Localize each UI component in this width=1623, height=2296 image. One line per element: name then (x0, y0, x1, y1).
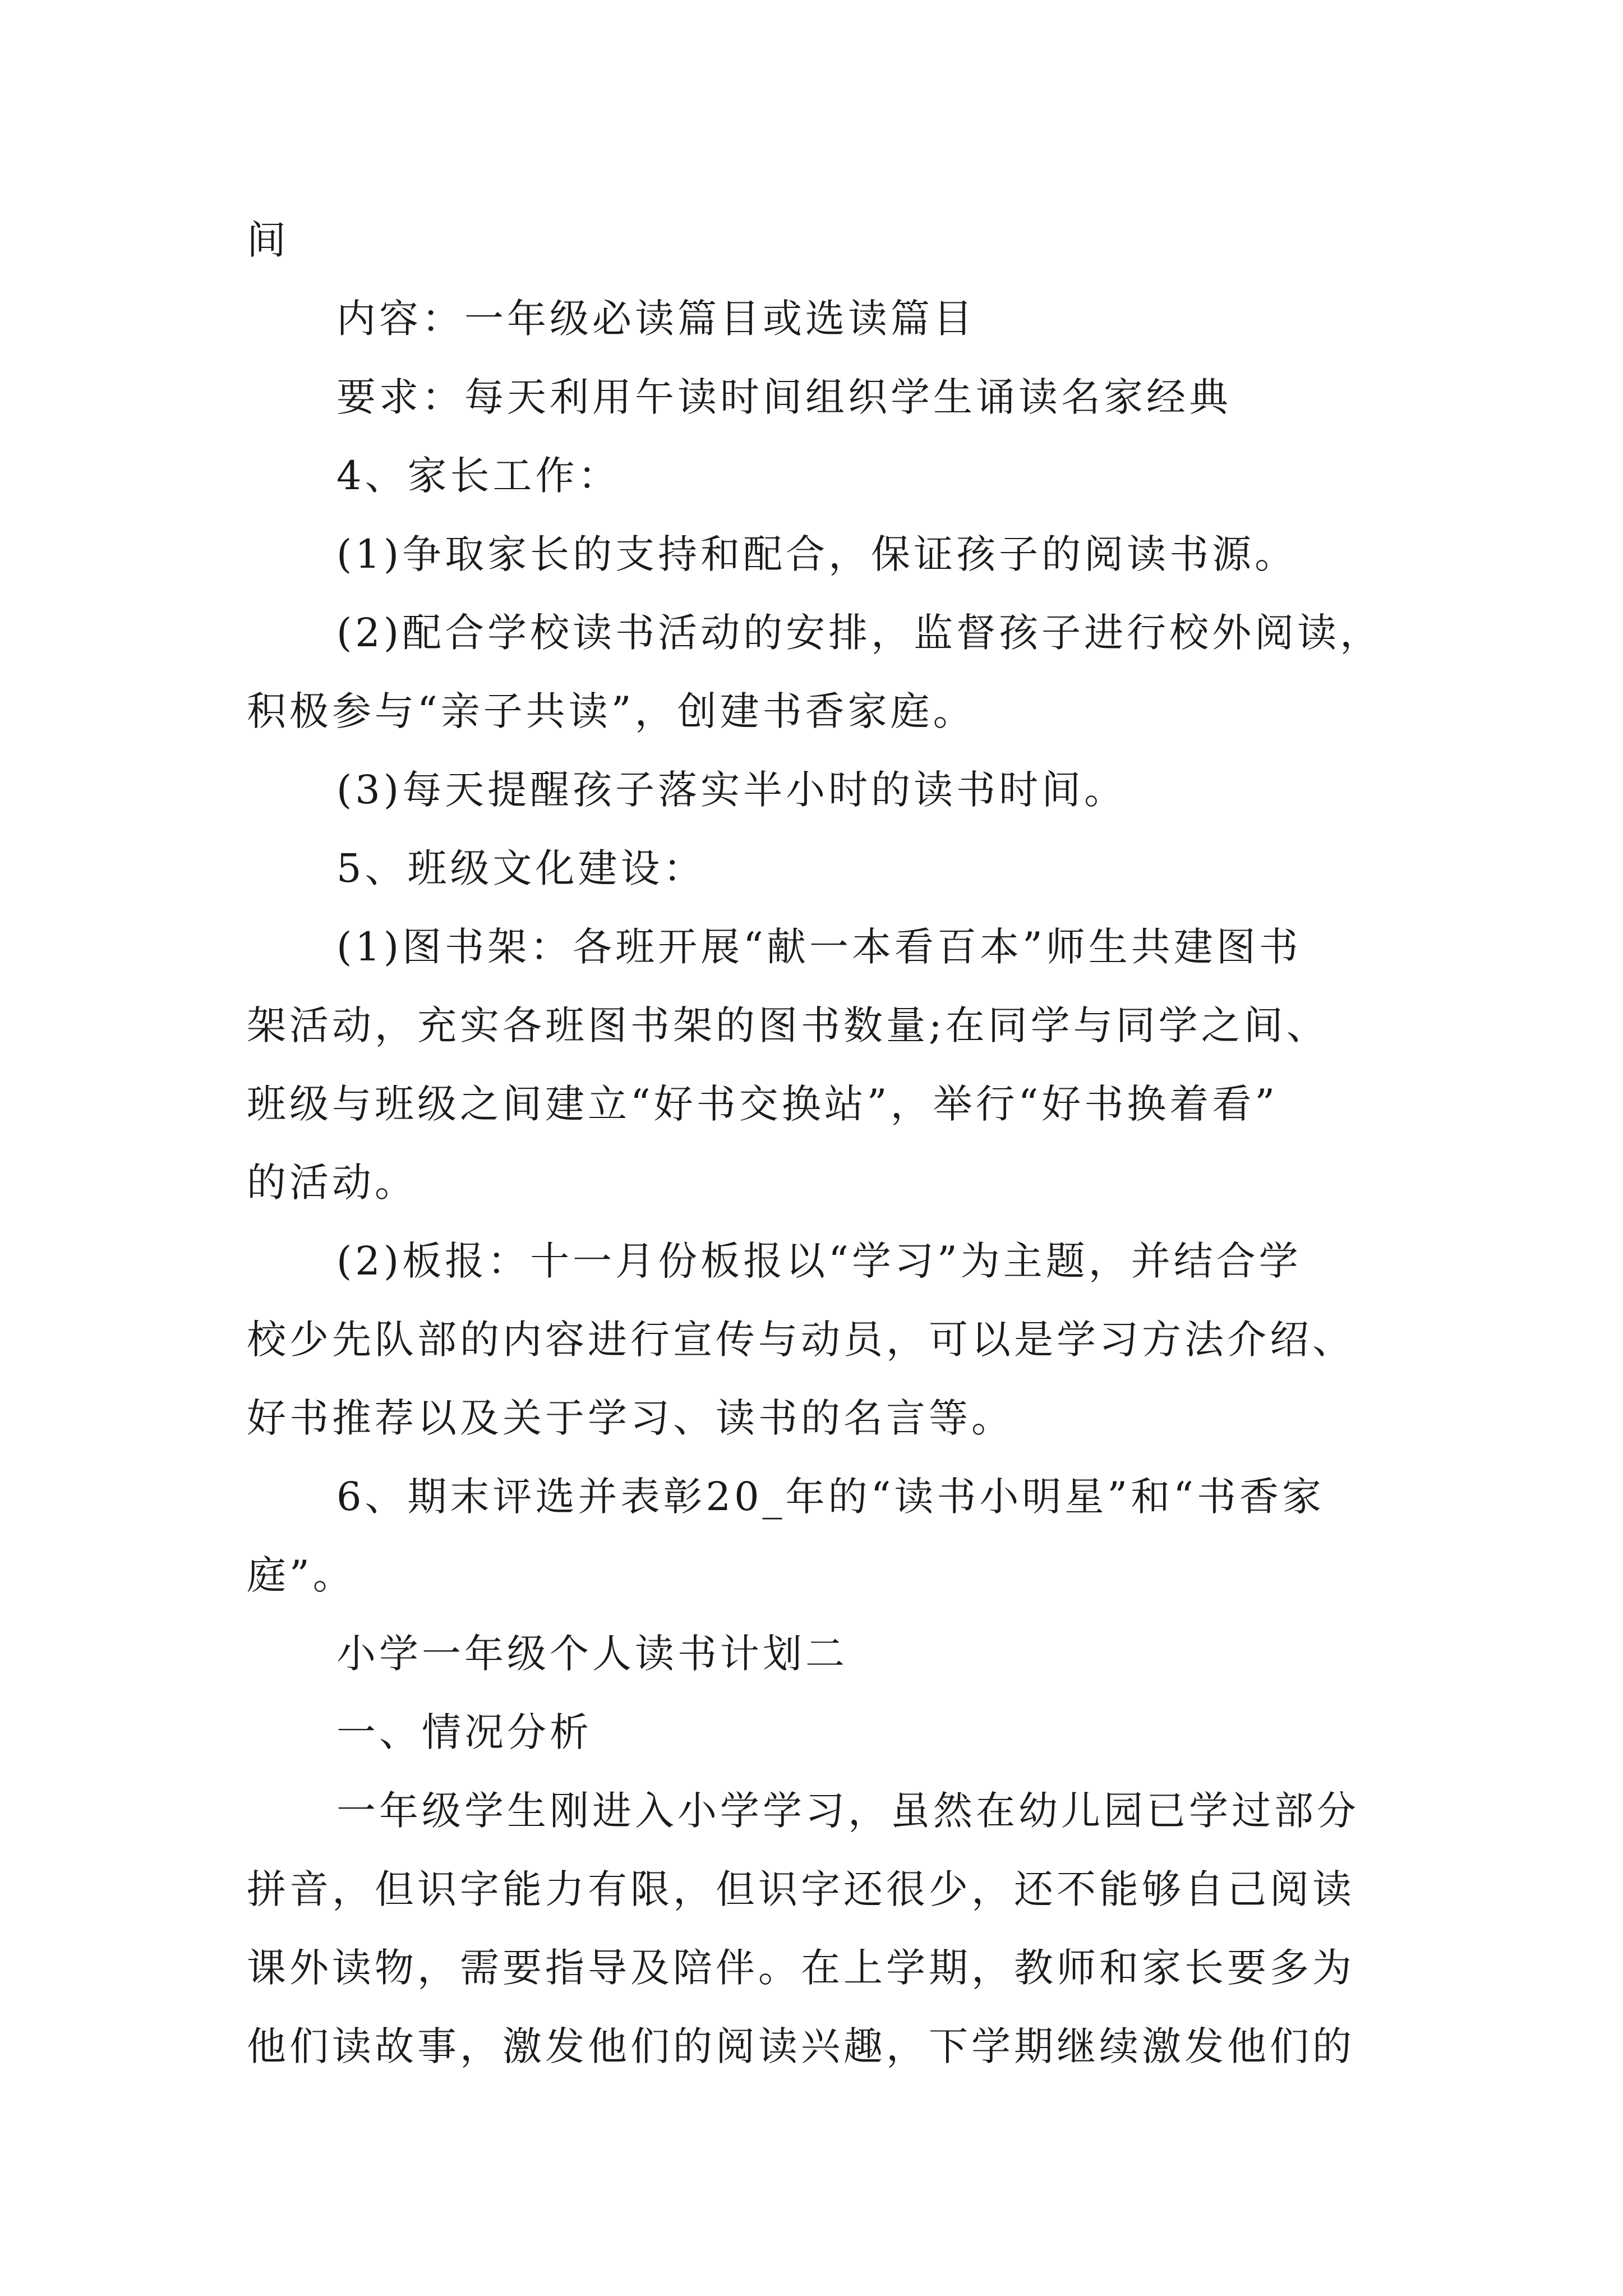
text-line: 内容：一年级必读篇目或选读篇目 (336, 296, 976, 342)
section-title: 小学一年级个人读书计划二 (336, 1631, 848, 1677)
text-line: (3)每天提醒孩子落实半小时的读书时间。 (336, 767, 1127, 813)
text-line: (2)板报：十一月份板报以“学习”为主题，并结合学 (336, 1238, 1302, 1284)
text-line: 4、家长工作： (336, 453, 621, 499)
text-line: 间 (247, 217, 289, 263)
text-line: 5、班级文化建设： (336, 845, 706, 891)
text-line: 积极参与“亲子共读”，创建书香家庭。 (247, 688, 976, 734)
text-line: (2)配合学校读书活动的安排，监督孩子进行校外阅读， (336, 610, 1383, 656)
text-line: 好书推荐以及关于学习、读书的名言等。 (247, 1395, 1014, 1441)
text-line: 他们读故事，激发他们的阅读兴趣，下学期继续激发他们的 (247, 2023, 1355, 2069)
text-line: 架活动，充实各班图书架的图书数量;在同学与同学之间、 (247, 1002, 1329, 1048)
text-line: 校少先队部的内容进行宣传与动员，可以是学习方法介绍、 (247, 1317, 1355, 1363)
text-line: 课外读物，需要指导及陪伴。在上学期，教师和家长要多为 (247, 1945, 1355, 1991)
section-heading: 一、情况分析 (336, 1709, 592, 1755)
text-line: 班级与班级之间建立“好书交换站”，举行“好书换着看” (247, 1081, 1279, 1127)
text-line: 拼音，但识字能力有限，但识字还很少，还不能够自己阅读 (247, 1866, 1355, 1912)
text-line: 一年级学生刚进入小学学习，虽然在幼儿园已学过部分 (336, 1788, 1359, 1834)
text-line: 庭”。 (247, 1552, 356, 1598)
text-line: (1)争取家长的支持和配合，保证孩子的阅读书源。 (336, 531, 1298, 577)
text-line: 的活动。 (247, 1159, 417, 1205)
text-line: 6、期末评选并表彰20_年的“读书小明星”和“书香家 (336, 1474, 1325, 1520)
text-line: 要求：每天利用午读时间组织学生诵读名家经典 (336, 374, 1232, 420)
text-line: (1)图书架：各班开展“献一本看百本”师生共建图书 (336, 924, 1302, 970)
